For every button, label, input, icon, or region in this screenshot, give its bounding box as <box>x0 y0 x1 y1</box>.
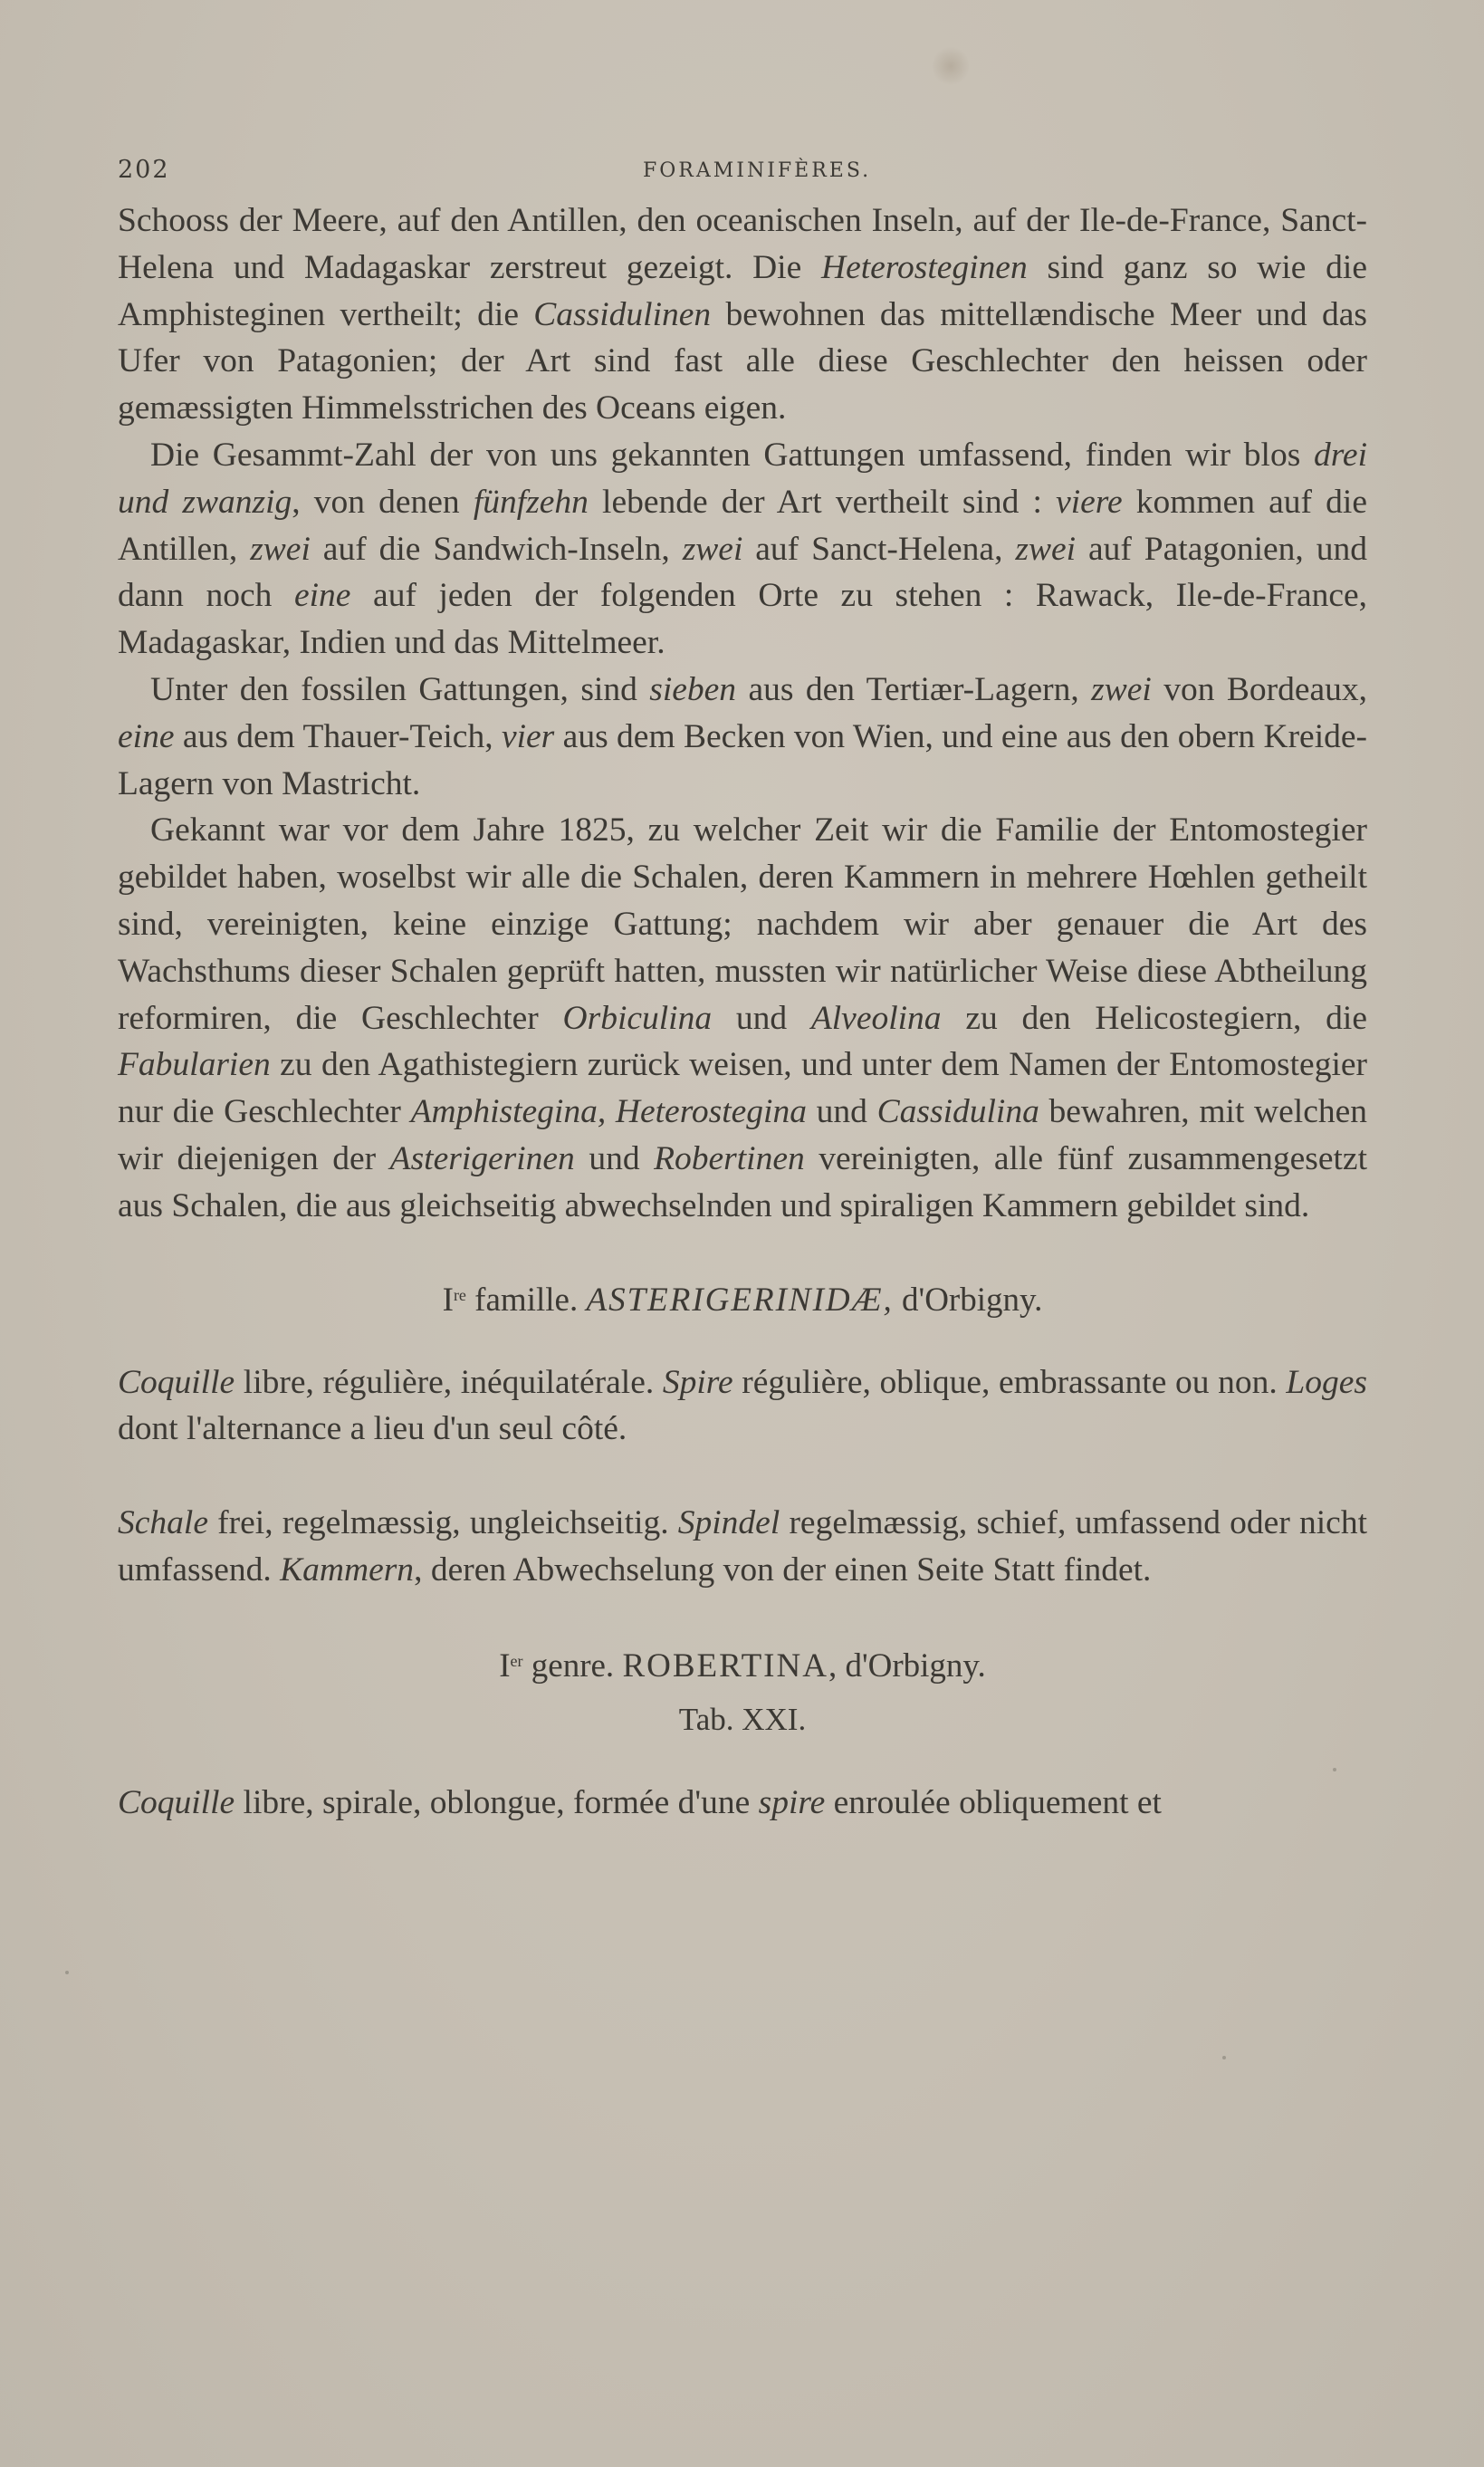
text-run: Gekannt war vor dem Jahre 1825, zu welcher Zeit wir die Familie der Entomostegier gebildet haben, woselbst wir alle die Schalen, deren Kammern in mehrere Hœhlen getheilt sind, vereinigten, keine einzige Gattung; nachdem wir aber genauer die Art des Wachsthums dieser Schalen geprüft hatten, mussten wir natürlicher Weise diese Abtheilung reformiren, die Geschlechter <box>118 811 1367 1037</box>
paper-stain <box>933 45 969 87</box>
text-run: zu den Agathistegiern zurück weisen, und unter dem Namen der Entomostegier nur die Geschlechter <box>118 1046 1367 1131</box>
running-title: FORAMINIFÈRES. <box>643 159 872 182</box>
text-run: enroulée obliquement et <box>825 1783 1162 1821</box>
body-text <box>118 197 1367 1827</box>
italic-term: Heterosteginen <box>820 248 1028 286</box>
italic-term: vier <box>501 717 555 755</box>
italic-term: fünfzehn <box>473 483 589 521</box>
italic-term: Spindel <box>677 1504 780 1542</box>
italic-term: sieben <box>649 670 737 708</box>
ordinal-suffix: er <box>510 1651 523 1670</box>
family-heading <box>118 1281 1367 1320</box>
text-run: Schooss der Meere, auf den Antillen, den oceanischen Inseln, auf der Ile-de-France, Sanct-Helena und Madagaskar zerstreut gezeigt. Die <box>118 202 1367 286</box>
italic-term: Schale <box>118 1504 208 1542</box>
italic-term: Cassidulina <box>876 1093 1039 1131</box>
paragraph-history <box>118 807 1367 1229</box>
ordinal-suffix: re <box>453 1285 466 1304</box>
genre-heading <box>118 1646 1367 1685</box>
ordinal: I <box>499 1646 511 1685</box>
text-run: libre, spirale, oblongue, formée d'une <box>235 1783 759 1821</box>
text-run: regelmæssig, schief, umfassend oder nicht umfassend. <box>118 1504 1367 1589</box>
text-run: vereinigten, alle fünf zusammengesetzt aus Schalen, die aus gleichseitig abwechselnden und spiraligen Kammern gebildet sind. <box>118 1139 1367 1224</box>
ordinal: I <box>442 1281 454 1319</box>
italic-term: zwei <box>1015 530 1077 568</box>
text-run: kommen auf die Antillen, <box>118 483 1367 568</box>
text-run: bewohnen das mittellændische Meer und das Ufer von Patagonien; der Art sind fast alle diese Geschlechter den heissen oder gemæssigten Himmelsstrichen des Oceans eigen. <box>118 295 1367 427</box>
plate-reference: Tab. XXI. <box>678 1701 807 1737</box>
text-run: bewahren, mit welchen wir diejenigen der <box>118 1093 1367 1177</box>
text-run: Die Gesammt-Zahl der von uns gekannten Gattungen umfassend, finden wir blos <box>150 436 1314 474</box>
italic-term: eine <box>293 577 351 615</box>
text-run: und <box>806 1093 877 1131</box>
italic-term: zwei <box>682 530 743 568</box>
italic-term: spire <box>758 1783 826 1821</box>
text-run: lebende der Art vertheilt sind : <box>588 483 1057 521</box>
text-run: zu den Helicostegiern, die <box>941 999 1367 1037</box>
paper-speck <box>65 1971 69 1974</box>
italic-term: Loges <box>1286 1363 1367 1401</box>
italic-term: Amphistegina, Heterostegina <box>410 1093 807 1131</box>
italic-term: drei und zwanzig <box>118 436 1367 521</box>
text-run: famille. <box>465 1281 587 1319</box>
text-run: frei, regelmæssig, ungleichseitig. <box>207 1504 678 1542</box>
text-run: auf Patagonien, und dann noch <box>118 530 1367 615</box>
italic-term: Alveolina <box>810 999 942 1037</box>
italic-term: Orbiculina <box>562 999 713 1037</box>
text-run: auf jeden der folgenden Orte zu stehen : Rawack, Ile-de-France, Madagaskar, Indien und das Mittelmeer. <box>118 577 1368 662</box>
italic-term: Asterigerinen <box>389 1139 575 1177</box>
italic-term: zwei <box>250 530 311 568</box>
italic-term: Fabularien <box>118 1046 271 1084</box>
italic-term: viere <box>1056 483 1123 521</box>
family-description-fr <box>118 1359 1367 1454</box>
paragraph-species-count <box>118 432 1367 667</box>
genre-name: ROBERTINA <box>622 1646 828 1685</box>
text-run: auf die Sandwich-Inseln, <box>310 530 683 568</box>
author: , d'Orbigny. <box>828 1646 986 1685</box>
page-number: 202 <box>118 156 170 184</box>
text-run: , deren Abwechselung von der einen Seite Statt findet. <box>414 1550 1152 1589</box>
paper-speck <box>1222 2056 1226 2059</box>
italic-term: Coquille <box>118 1363 235 1401</box>
running-head <box>118 156 1367 192</box>
text-run: régulière, oblique, embrassante ou non. <box>732 1363 1287 1401</box>
text-run: sind ganz so wie die Amphisteginen vertheilt; die <box>118 248 1367 333</box>
text-run: , von denen <box>292 483 474 521</box>
italic-term: Spire <box>662 1363 733 1401</box>
italic-term: Coquille <box>118 1783 235 1821</box>
italic-term: Kammern <box>280 1550 415 1589</box>
text-run: libre, régulière, inéquilatérale. <box>235 1363 663 1401</box>
text-run: und <box>574 1139 655 1177</box>
italic-term: Cassidulinen <box>533 295 712 333</box>
text-run: aus dem Thauer-Teich, <box>174 717 502 755</box>
text-run: aus dem Becken von Wien, und eine aus den obern Kreide-Lagern von Mastricht. <box>118 717 1367 802</box>
italic-term: eine <box>118 717 175 755</box>
paragraph-distribution <box>118 197 1367 432</box>
text-run: dont l'alternance a lieu d'un seul côté. <box>118 1410 627 1448</box>
text-run: Unter den fossilen Gattungen, sind <box>150 670 650 708</box>
family-name: ASTERIGERINIDÆ, <box>586 1281 894 1319</box>
genre-description-fr <box>118 1780 1367 1827</box>
paragraph-fossil <box>118 667 1367 807</box>
text-run: und <box>712 999 811 1037</box>
author: d'Orbigny. <box>893 1281 1043 1319</box>
family-description-de <box>118 1500 1367 1594</box>
italic-term: Robertinen <box>654 1139 805 1177</box>
text-run: auf Sanct-Helena, <box>742 530 1016 568</box>
text-run: von Bordeaux, <box>1151 670 1367 708</box>
italic-term: zwei <box>1091 670 1152 708</box>
text-run: genre. <box>522 1646 623 1685</box>
text-run: aus den Tertiær-Lagern, <box>736 670 1092 708</box>
